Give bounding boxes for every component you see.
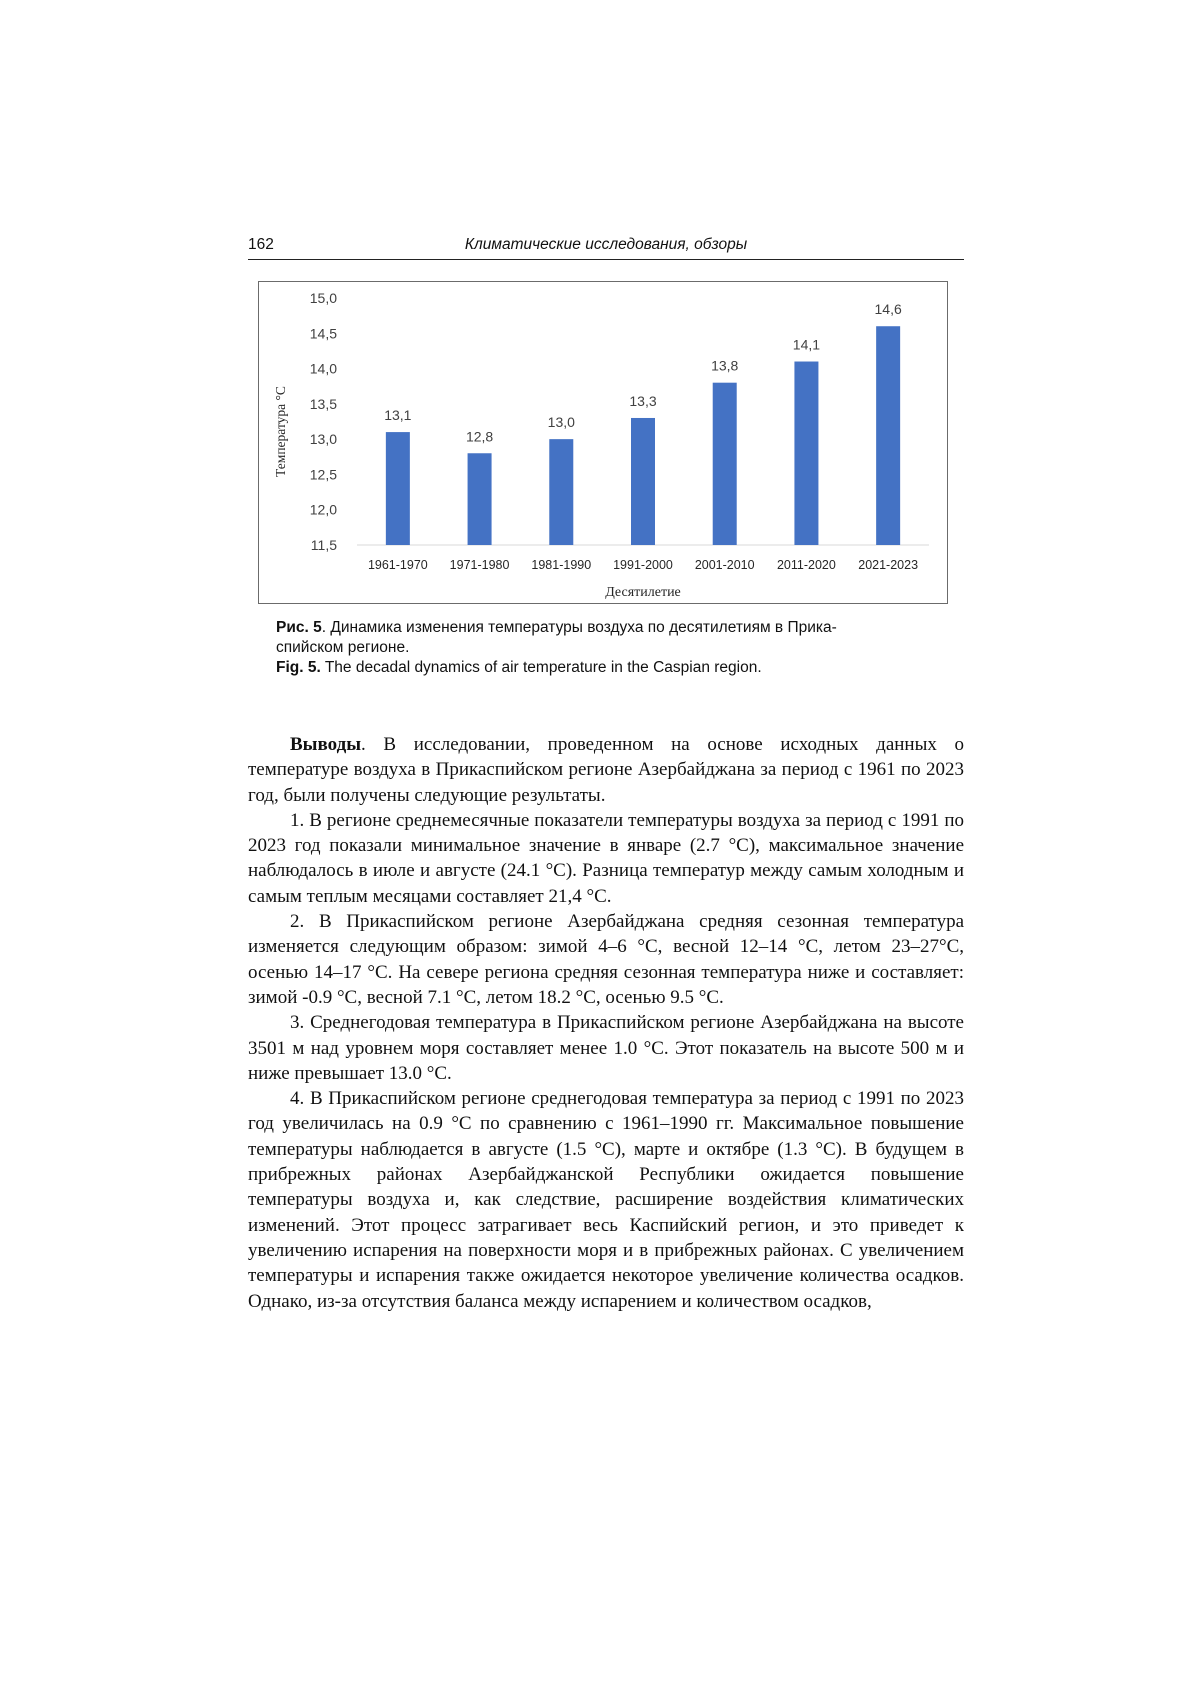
header-rule [248, 259, 964, 260]
journal-section-title: Климатические исследования, обзоры [464, 236, 748, 253]
caption-en-label: Fig. 5. [276, 659, 321, 676]
x-tick-label: 2021-2023 [858, 558, 919, 572]
conclusions-intro-text: . В исследовании, проведенном на основе исходных данных о температуре воздуха в Прикаспийском регионе Азербайджана за период с 1961 по 2023 год, были получены следующие результаты. [248, 734, 964, 806]
conclusion-item-4: 4. В Прикаспийском регионе среднегодовая температура за период с 1991 по 2023 год увеличилась на 0.9 °С по сравнению с 1961–1990 гг. Максимальное повышение температуры наблюдается в августе (1.5 °С), марте и октябре (1.3 °С). В будущем в прибрежных районах Азербайджанской Республики ожидается повышение температуры воздуха и, как следствие, расширение воздействия климатических изменений. Этот процесс затрагивает весь Каспийский регион, и это приведет к увеличению испарения на поверхности моря и в прибрежных районах. С увеличением температуры и испарения также ожидается некоторое увеличение количества осадков. Однако, из-за отсутствия баланса между испарением и количеством осадков, [248, 1088, 964, 1312]
bar [631, 418, 655, 545]
conclusion-item-2: 2. В Прикаспийском регионе Азербайджана средняя сезонная температура изменяется следующим образом: зимой 4–6 °С, весной 12–14 °С, летом 23–27°С, осенью 14–17 °С. На севере региона средняя сезонная температура ниже и составляет: зимой -0.9 °С, весной 7.1 °С, летом 18.2 °С, осенью 9.5 °С. [248, 911, 964, 1008]
figure-5-chart [258, 281, 948, 604]
conclusions-intro [248, 732, 964, 808]
data-label: 13,3 [629, 392, 657, 409]
figure-caption [276, 618, 966, 678]
data-label: 13,1 [384, 407, 412, 424]
bar [794, 362, 818, 545]
caption-ru-line2: спийском регионе. [276, 639, 410, 656]
bars [386, 326, 900, 545]
y-tick-label: 12,0 [309, 501, 337, 518]
conclusion-item-3: 3. Среднегодовая температура в Прикаспийском регионе Азербайджана на высоте 3501 м над уровнем моря составляет менее 1.0 °С. Этот показатель на высоте 500 м и ниже превышает 13.0 °С. [248, 1012, 964, 1084]
data-label: 14,1 [792, 336, 821, 353]
y-tick-label: 11,5 [310, 537, 337, 553]
caption-ru-label: Рис. 5 [276, 619, 322, 636]
y-tick-label: 12,5 [309, 466, 337, 483]
bar [549, 439, 573, 545]
data-label: 13,0 [547, 414, 575, 431]
page-number: 162 [248, 236, 274, 253]
x-tick-label: 2011-2020 [776, 558, 836, 572]
caption-en-text: The decadal dynamics of air temperature in the Caspian region. [320, 659, 762, 676]
x-tick-label: 2001-2010 [694, 558, 755, 572]
caption-ru-text: . Динамика изменения температуры воздуха по десятилетиям в Прика- [321, 619, 837, 636]
y-tick-label: 14,0 [309, 360, 337, 377]
x-tick-label: 1961-1970 [367, 558, 428, 572]
bar [386, 432, 410, 545]
conclusions-section [248, 732, 964, 1314]
y-tick-label: 13,5 [309, 395, 337, 412]
bar [713, 383, 737, 545]
y-axis-ticks [310, 290, 337, 553]
bar [468, 453, 492, 545]
y-axis-label: Температура °C [273, 386, 288, 477]
data-label: 12,8 [465, 428, 494, 445]
y-tick-label: 13,0 [309, 431, 337, 448]
y-tick-label: 14,5 [309, 325, 337, 342]
caption-ru-line1 [276, 618, 966, 638]
y-tick-label: 15,0 [309, 290, 337, 306]
caption-en-line [276, 658, 966, 678]
conclusions-heading: Выводы [290, 734, 362, 755]
bar [876, 326, 900, 545]
running-head [248, 236, 964, 258]
x-axis-ticks [368, 558, 918, 572]
data-label: 13,8 [711, 357, 739, 374]
data-label: 14,6 [874, 301, 902, 318]
x-axis-label: Десятилетие [605, 585, 681, 600]
x-tick-label: 1971-1980 [449, 558, 510, 572]
bar-chart-svg [259, 282, 949, 605]
x-tick-label: 1981-1990 [531, 558, 592, 572]
conclusion-item-1: 1. В регионе среднемесячные показатели температуры воздуха за период с 1991 по 2023 год показали минимальное значение в январе (2.7 °С), максимальное значение наблюдалось в июле и августе (24.1 °С). Разница температур между самым холодным и самым теплым месяцами составляет 21,4 °С. [248, 809, 964, 907]
x-tick-label: 1991-2000 [613, 558, 673, 572]
